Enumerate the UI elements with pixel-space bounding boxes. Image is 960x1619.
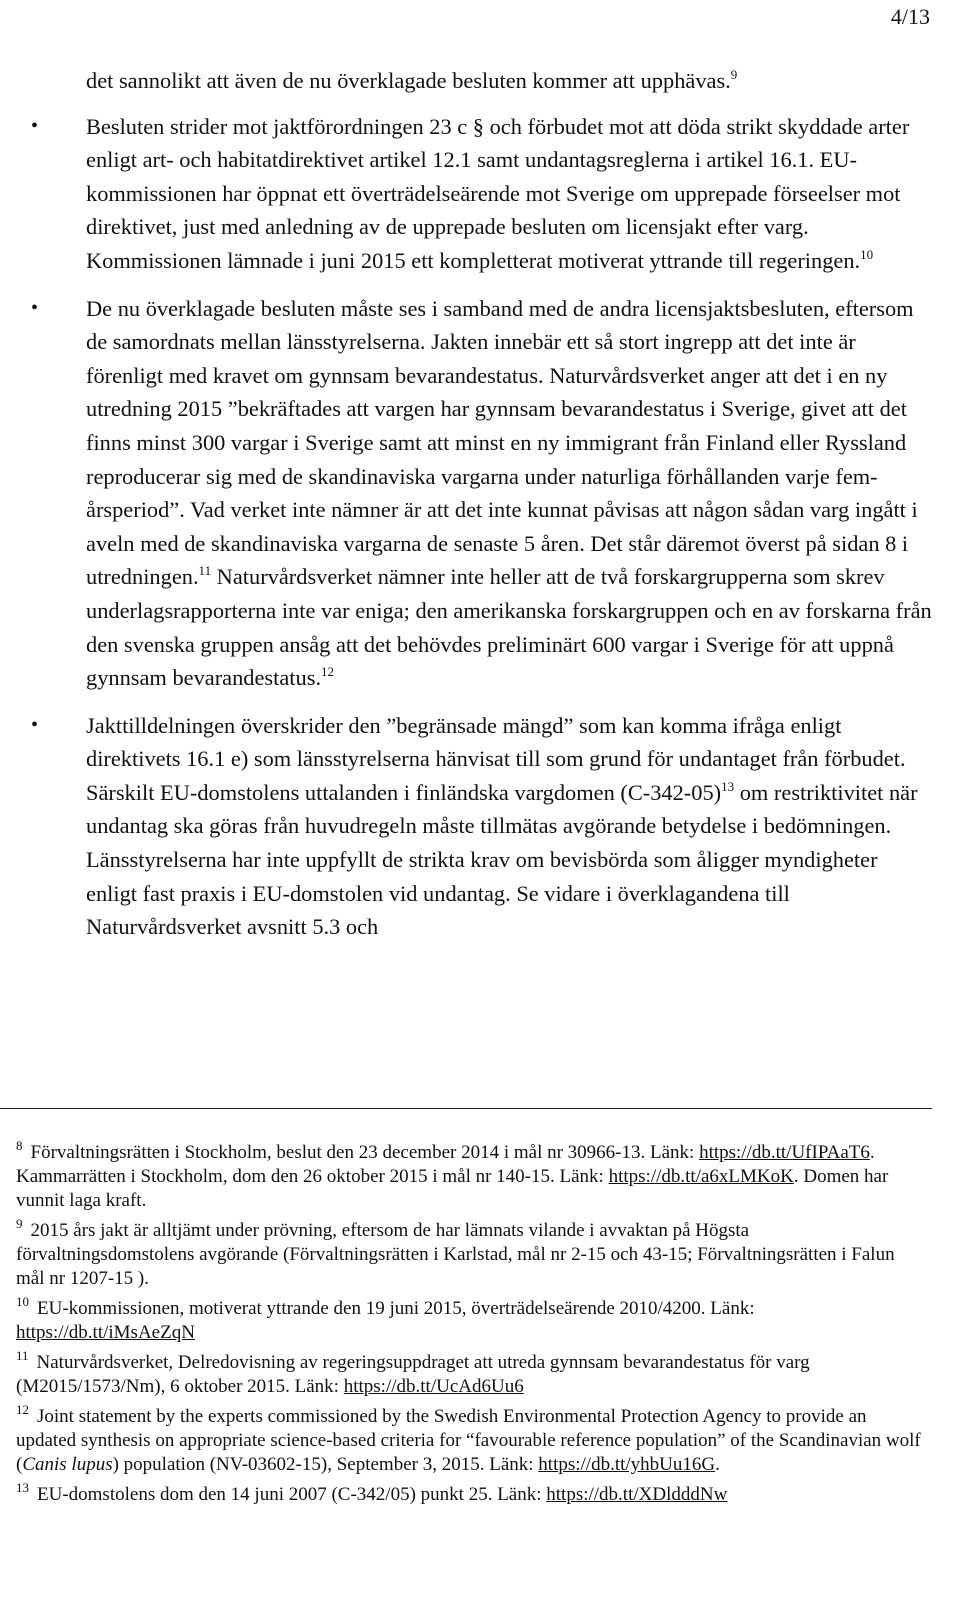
footnote-text: Joint statement by the experts commissioned by the Swedish Environmental Protection Agency to provide an updated synthesis on appropriate science-based criteria for “favourable reference population” of the Scandinavian wolf ( — [16, 1406, 921, 1475]
footnote-text: EU-kommissionen, motiverat yttrande den 19 juni 2015, överträdelseärende 2010/4200. Länk: — [37, 1298, 755, 1319]
bullet-icon: • — [31, 713, 39, 736]
footnote-ref-9[interactable]: 9 — [730, 67, 738, 82]
footnote-text: . — [715, 1454, 720, 1475]
intro-paragraph — [86, 64, 932, 98]
footnote-link[interactable]: https://db.tt/yhbUu16G — [538, 1454, 716, 1475]
footnote-text: . Domen har vunnit laga kraft. — [16, 1166, 889, 1211]
footnote-text: ) population (NV-03602-15), September 3, 2015. Länk: — [112, 1454, 539, 1475]
footnote-text: . Kammarrätten i Stockholm, dom den 26 oktober 2015 i mål nr 140-15. Länk: — [16, 1142, 875, 1187]
footnote-number: 12 — [16, 1402, 29, 1417]
footnote-italic: Canis lupus — [22, 1454, 113, 1475]
footnote-12 — [16, 1402, 926, 1477]
footnote-number: 10 — [16, 1294, 29, 1309]
footnote-text: 2015 års jakt är alltjämt under prövning, eftersom de har lämnats vilande i avvaktan på Högsta förvaltningsdomstolens avgörande (Förvaltningsrätten i Karlstad, mål nr 2-15 och 43-15; Förvaltningsrätten i Falun mål nr 1207-15 ). — [16, 1220, 895, 1289]
page-number: 4/13 — [890, 4, 930, 29]
bullet-2-text-b: Naturvårdsverket nämner inte heller att de två forskargrupperna som skrev underlagsrapporterna inte var eniga; den amerikanska forskargruppen och en av forskarna från den svenska gruppen ansåg att det behövdes preliminärt 600 vargar i Sverige för att uppnå gynnsam bevarandestatus. — [86, 564, 932, 691]
footnote-8 — [16, 1138, 926, 1213]
footnote-number: 13 — [16, 1480, 29, 1495]
footnote-link[interactable]: https://db.tt/XDldddNw — [546, 1484, 728, 1505]
bullet-item-1 — [31, 110, 932, 278]
bullet-3-text-a: Jakttilldelningen överskrider den ”begränsade mängd” som kan komma ifråga enligt direktivets 16.1 e) som länsstyrelserna hänvisat till som grund för undantaget från förbudet. Särskilt EU-domstolens uttalanden i finländska vargdomen (C-342-05) — [86, 712, 906, 805]
footnote-ref-13[interactable]: 13 — [721, 778, 735, 794]
footnote-9 — [16, 1216, 926, 1291]
footnote-link[interactable]: https://db.tt/a6xLMKoK — [608, 1166, 794, 1187]
footnotes — [16, 1138, 926, 1513]
bullet-1-text: Besluten strider mot jaktförordningen 23 c § och förbudet mot att döda strikt skyddade arter enligt art- och habitatdirektivet artikel 12.1 samt undantagsreglerna i artikel 16.1. EU-kommissionen har öppnat ett överträdelseärende mot Sverige om upprepade förseelser mot direktivet, just med anledning av de upprepade besluten om licensjakt efter varg. Kommissionen lämnade i juni 2015 ett kompletterat motiverat yttrande till regeringen. — [86, 113, 910, 273]
footnote-10 — [16, 1294, 926, 1345]
footnote-separator — [0, 1108, 932, 1109]
footnote-link[interactable]: https://db.tt/UcAd6Uu6 — [343, 1376, 524, 1397]
bullet-icon: • — [31, 114, 39, 137]
footnote-link[interactable]: https://db.tt/UfIPAaT6 — [699, 1142, 870, 1163]
footnote-ref-11[interactable]: 11 — [198, 563, 212, 579]
bullet-3-text-b: om restriktivitet när undantag ska göras från huvudregeln måste tillmätas avgörande betydelse i bedömningen. Länsstyrelserna har inte uppfyllt de strikta krav om bevisbörda som åligger myndigheter enligt fast praxis i EU-domstolen vid undantag. Se vidare i överklagandena till Naturvårdsverket avsnitt 5.3 och — [86, 779, 918, 940]
body-text — [31, 64, 932, 958]
footnote-ref-10[interactable]: 10 — [860, 246, 874, 262]
footnote-11 — [16, 1348, 926, 1399]
bullet-icon: • — [31, 296, 39, 319]
intro-text: det sannolikt att även de nu överklagade besluten kommer att upphävas. — [86, 68, 731, 93]
bullet-2-text-a: De nu överklagade besluten måste ses i samband med de andra licensjaktsbesluten, eftersom de samordnats mellan länsstyrelserna. Jakten innebär ett så stort ingrepp att det inte är förenligt med kravet om gynnsam bevarandestatus. Naturvårdsverket anger att det i en ny utredning 2015 ”bekräftades att vargen har gynnsam bevarandestatus i Sverige, givet att det finns minst 300 vargar i Sverige samt att minst en ny immigrant från Finland eller Ryssland reproducerar sig med de skandinaviska vargarna under naturliga förhållanden varje fem-årsperiod”. Vad verket inte nämner är att det inte kunnat påvisas att någon sådan varg ingått i aveln med de skandinaviska vargarna de senaste 5 åren. Det står däremot överst på sidan 8 i utredningen. — [86, 295, 918, 590]
footnote-text: EU-domstolens dom den 14 juni 2007 (C-342/05) punkt 25. Länk: — [37, 1484, 547, 1505]
footnote-text: Förvaltningsrätten i Stockholm, beslut den 23 december 2014 i mål nr 30966-13. Länk: — [30, 1142, 700, 1163]
footnote-text: Naturvårdsverket, Delredovisning av regeringsuppdraget att utreda gynnsam bevarandestatus för varg (M2015/1573/Nm), 6 oktober 2015. Länk: — [16, 1352, 810, 1397]
footnote-13 — [16, 1480, 926, 1507]
footnote-ref-12[interactable]: 12 — [321, 664, 335, 680]
footnote-link[interactable]: https://db.tt/iMsAeZqN — [16, 1322, 195, 1343]
footnote-number: 8 — [16, 1138, 23, 1153]
bullet-item-3 — [31, 709, 932, 944]
footnote-number: 11 — [16, 1348, 29, 1363]
footnote-number: 9 — [16, 1216, 23, 1231]
bullet-item-2 — [31, 292, 932, 695]
